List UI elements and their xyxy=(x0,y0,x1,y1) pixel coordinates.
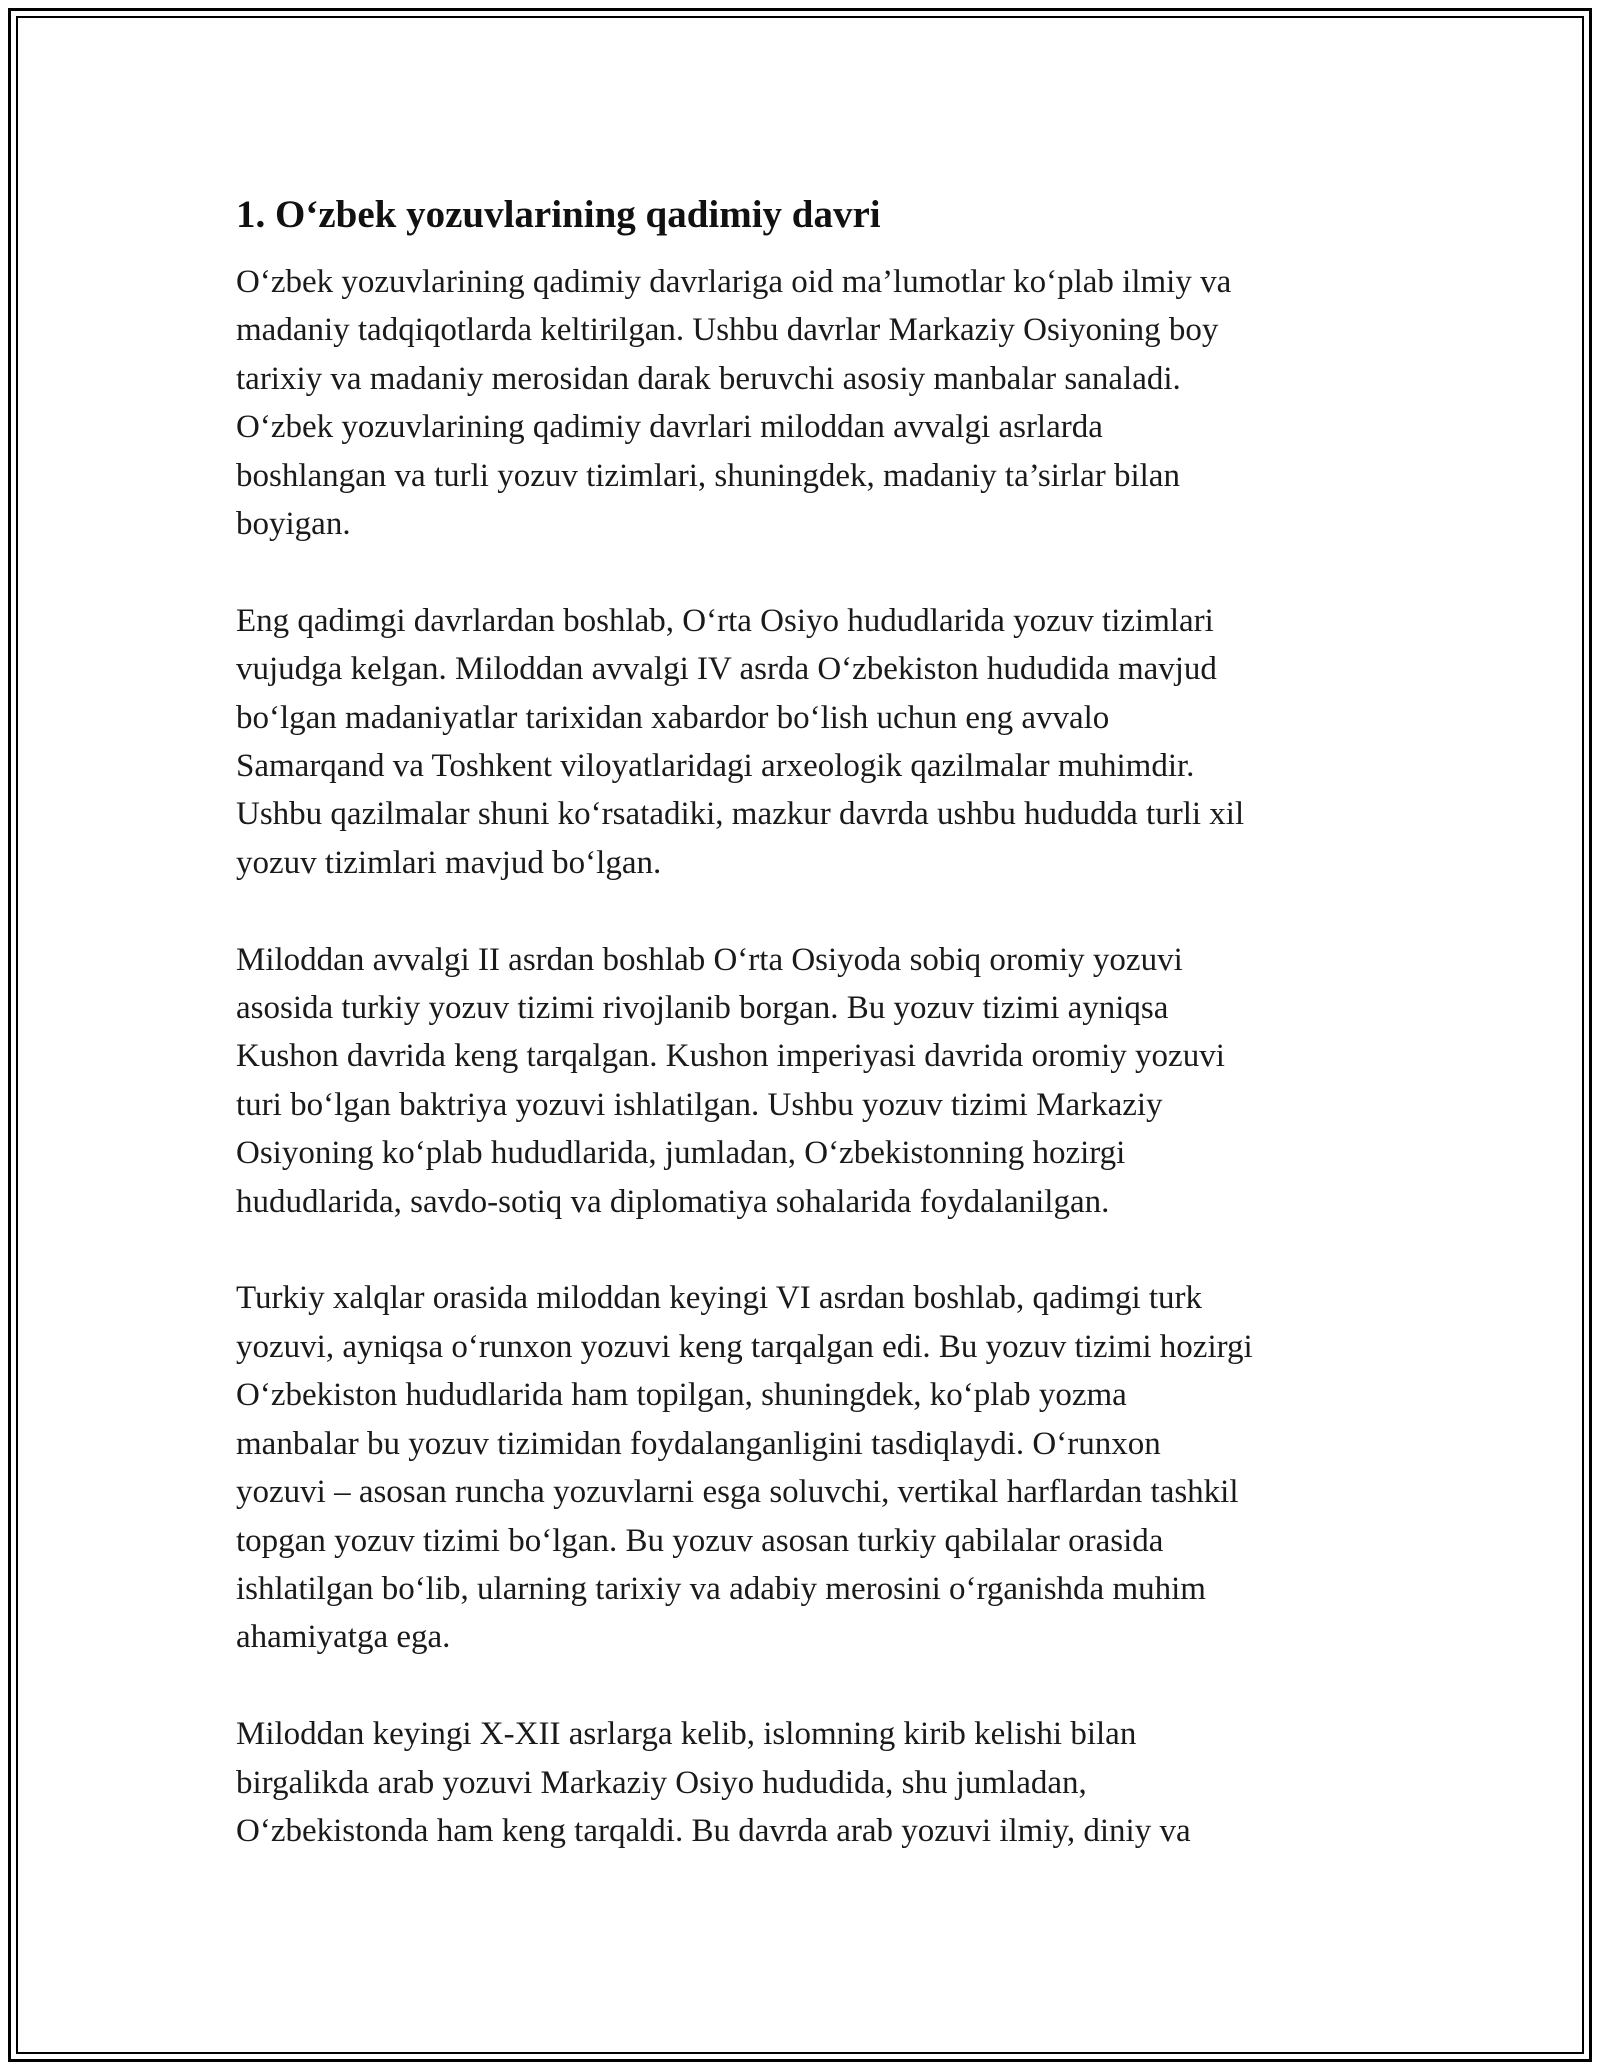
paragraph-line: asosida turkiy yozuv tizimi rivojlanib borgan. Bu yozuv tizimi ayniqsa xyxy=(236,990,1169,1027)
paragraph-line: ahamiyatga ega. xyxy=(236,1619,451,1656)
paragraph-line: Miloddan keyingi X-XII asrlarga kelib, islomning kirib kelishi bilan xyxy=(236,1716,1137,1753)
section-heading: 1. O‘zbek yozuvlarining qadimiy davri xyxy=(236,193,881,236)
paragraph-line: yozuv tizimlari mavjud bo‘lgan. xyxy=(236,844,662,881)
paragraph-1 xyxy=(236,258,1376,548)
paragraph-line: hududlarida, savdo-sotiq va diplomatiya sohalarida foydalanilgan. xyxy=(236,1183,1110,1220)
paragraph-line: O‘zbek yozuvlarining qadimiy davrlari miloddan avvalgi asrlarda xyxy=(236,409,1103,446)
paragraph-line: bo‘lgan madaniyatlar tarixidan xabardor bo‘lish uchun eng avvalo xyxy=(236,699,1110,736)
paragraph-line: Kushon davrida keng tarqalgan. Kushon imperiyasi davrida oromiy yozuvi xyxy=(236,1038,1225,1075)
paragraph-line: topgan yozuv tizimi bo‘lgan. Bu yozuv asosan turkiy qabilalar orasida xyxy=(236,1522,1164,1559)
paragraph-line: manbalar bu yozuv tizimidan foydalanganligini tasdiqlaydi. O‘runxon xyxy=(236,1425,1161,1462)
paragraph-line: turi bo‘lgan baktriya yozuvi ishlatilgan. Ushbu yozuv tizimi Markaziy xyxy=(236,1086,1163,1123)
paragraph-line: Eng qadimgi davrlardan boshlab, O‘rta Osiyo hududlarida yozuv tizimlari xyxy=(236,602,1214,639)
paragraph-line: Ushbu qazilmalar shuni ko‘rsatadiki, mazkur davrda ushbu hududda turli xil xyxy=(236,796,1245,833)
paragraph-line: boshlangan va turli yozuv tizimlari, shuningdek, madaniy ta’sirlar bilan xyxy=(236,457,1180,494)
paragraph-line: madaniy tadqiqotlarda keltirilgan. Ushbu davrlar Markaziy Osiyoning boy xyxy=(236,312,1219,349)
paragraph-3 xyxy=(236,936,1376,1226)
paragraph-line: O‘zbekistonda ham keng tarqaldi. Bu davrda arab yozuvi ilmiy, diniy va xyxy=(236,1812,1191,1849)
paragraph-line: Miloddan avvalgi II asrdan boshlab O‘rta Osiyoda sobiq oromiy yozuvi xyxy=(236,941,1183,978)
paragraph-line: vujudga kelgan. Miloddan avvalgi IV asrda O‘zbekiston hududida mavjud xyxy=(236,651,1217,688)
paragraph-line: Turkiy xalqlar orasida miloddan keyingi VI asrdan boshlab, qadimgi turk xyxy=(236,1280,1203,1317)
paragraph-4 xyxy=(236,1274,1376,1661)
paragraph-line: Osiyoning ko‘plab hududlarida, jumladan, O‘zbekistonning hozirgi xyxy=(236,1135,1126,1172)
paragraph-2 xyxy=(236,597,1376,887)
paragraph-line: yozuvi, ayniqsa o‘runxon yozuvi keng tarqalgan edi. Bu yozuv tizimi hozirgi xyxy=(236,1328,1253,1365)
paragraph-line: O‘zbek yozuvlarining qadimiy davrlariga oid ma’lumotlar ko‘plab ilmiy va xyxy=(236,264,1232,300)
paragraph-line: tarixiy va madaniy merosidan darak beruvchi asosiy manbalar sanaladi. xyxy=(236,360,1181,397)
paragraph-line: Samarqand va Toshkent viloyatlaridagi arxeologik qazilmalar muhimdir. xyxy=(236,748,1195,785)
paragraph-line: birgalikda arab yozuvi Markaziy Osiyo hududida, shu jumladan, xyxy=(236,1764,1087,1801)
paragraph-line: boyigan. xyxy=(236,506,351,543)
document-content xyxy=(236,190,1376,1904)
paragraph-line: yozuvi – asosan runcha yozuvlarni esga soluvchi, vertikal harflardan tashkil xyxy=(236,1474,1239,1511)
paragraph-line: O‘zbekiston hududlarida ham topilgan, shuningdek, ko‘plab yozma xyxy=(236,1377,1127,1414)
paragraph-5 xyxy=(236,1710,1376,1855)
paragraph-line: ishlatilgan bo‘lib, ularning tarixiy va adabiy merosini o‘rganishda muhim xyxy=(236,1570,1206,1607)
